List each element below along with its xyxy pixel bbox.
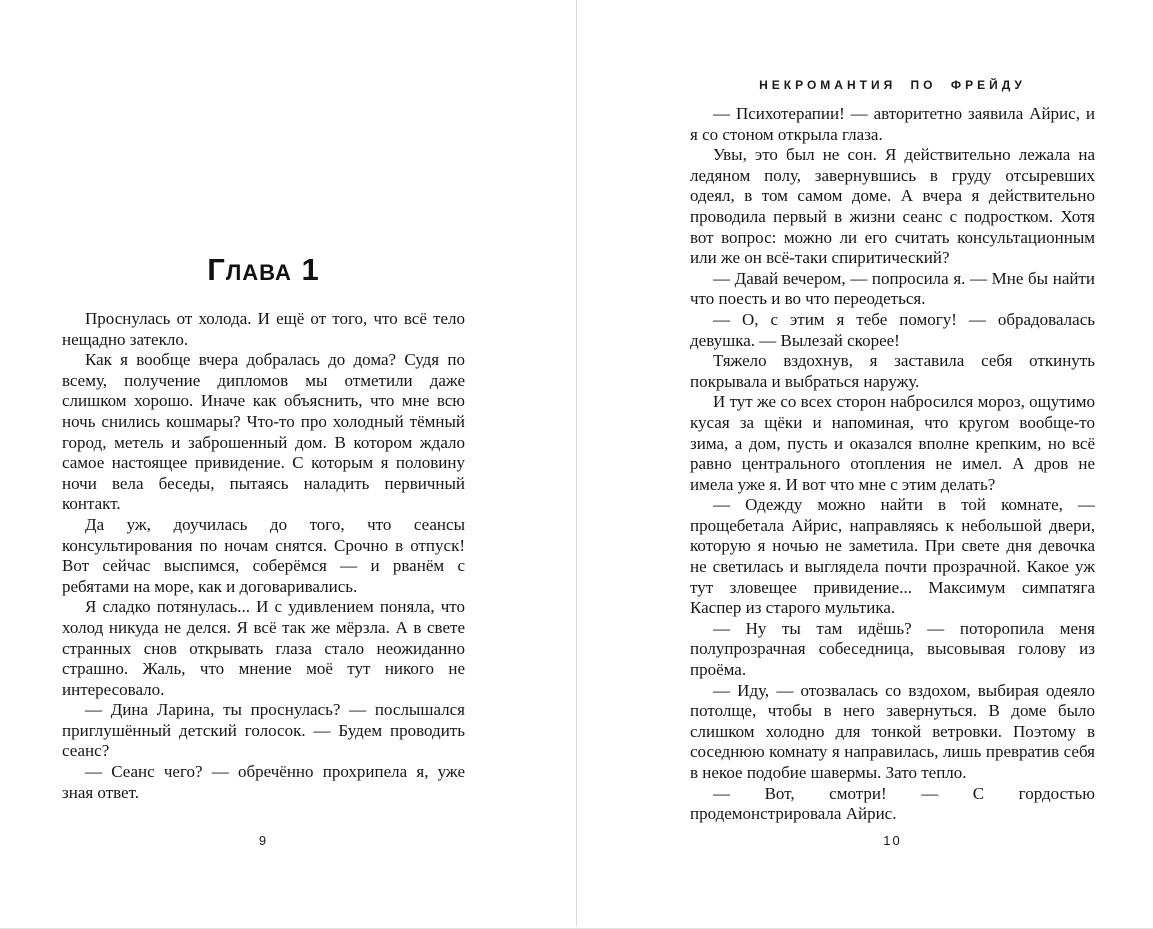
right-page-body [690, 104, 1095, 825]
paragraph: — Сеанс чего? — обречённо прохрипела я, уже зная ответ. [62, 762, 465, 802]
running-header: НЕКРОМАНТИЯ ПО ФРЕЙДУ [759, 78, 1026, 92]
paragraph: — Дина Ларина, ты проснулась? — послышался приглушённый детский голосок. — Будем проводить сеанс? [62, 700, 465, 761]
paragraph: — Иду, — отозвалась со вздохом, выбирая одеяло потолще, чтобы в него завернуться. В доме было слишком холодно для тонкой ветровки. Поэтому в соседнюю комнату я направилась, лишь превратив себя в некое подобие шавермы. Зато тепло. [690, 680, 1095, 782]
page-number-right: 10 [883, 833, 902, 848]
paragraph: — Одежду можно найти в той комнате, — прощебетала Айрис, направляясь к небольшой двери, которую я ночью не заметила. При свете дня девочка не светилась и выглядела почти прозрачной. Какое уж тут зловещее привидение... Максимум симпатяга Каспер из старого мультика. [690, 495, 1095, 618]
paragraph: Как я вообще вчера добралась до дома? Судя по всему, получение дипломов мы отметили даже слишком хорошо. Иначе как объяснить, что мне всю ночь снились кошмары? Что-то про холодный тёмный город, метель и заброшенный дом. В котором ждало самое настоящее привидение. С которым я половину ночи вела беседы, пытаясь наладить первичный контакт. [62, 350, 465, 514]
paragraph: — О, с этим я тебе помогу! — обрадовалась девушка. — Вылезай скорее! [690, 309, 1095, 350]
right-page[interactable] [577, 0, 1153, 929]
paragraph: И тут же со всех сторон набросился мороз, ощутимо кусая за щёки и напоминая, что кругом вообще-то зима, а дом, пусть и оказался вполне крепким, но всё равно центрального отопления не имел. А дров не имела уже я. И вот что мне с этим делать? [690, 392, 1095, 494]
chapter-title: Глава 1 [207, 252, 320, 287]
paragraph: Увы, это был не сон. Я действительно лежала на ледяном полу, завернувшись в груду отсыревших одеял, в том самом доме. А вчера я действительно проводила первый в жизни сеанс с подростком. Хотя вот вопрос: можно ли его считать консультационным или же он всё-таки спиритический? [690, 145, 1095, 268]
paragraph: — Ну ты там идёшь? — поторопила меня полупрозрачная собеседница, высовывая голову из проёма. [690, 618, 1095, 680]
paragraph: Я сладко потянулась... И с удивлением поняла, что холод никуда не делся. Я всё так же мёрзла. А в свете странных снов открывать глаза стало неожиданно страшно. Жаль, что мнение моё тут никого не интересовало. [62, 597, 465, 699]
page-number-left: 9 [258, 833, 269, 848]
paragraph: — Вот, смотри! — С гордостью продемонстрировала Айрис. [690, 783, 1095, 824]
paragraph: Проснулась от холода. И ещё от того, что всё тело нещадно затекло. [62, 309, 465, 349]
left-page-body [62, 309, 465, 803]
left-page[interactable] [0, 0, 576, 929]
paragraph: — Психотерапии! — авторитетно заявила Айрис, и я со стоном открыла глаза. [690, 104, 1095, 144]
paragraph: Да уж, доучилась до того, что сеансы консультирования по ночам снятся. Срочно в отпуск! Вот сейчас выспимся, соберёмся — и рванём с ребятами на море, как и договаривались. [62, 514, 465, 596]
paragraph: — Давай вечером, — попросила я. — Мне бы найти что поесть и во что переодеться. [690, 268, 1095, 309]
paragraph: Тяжело вздохнув, я заставила себя откинуть покрывала и выбраться наружу. [690, 351, 1095, 391]
